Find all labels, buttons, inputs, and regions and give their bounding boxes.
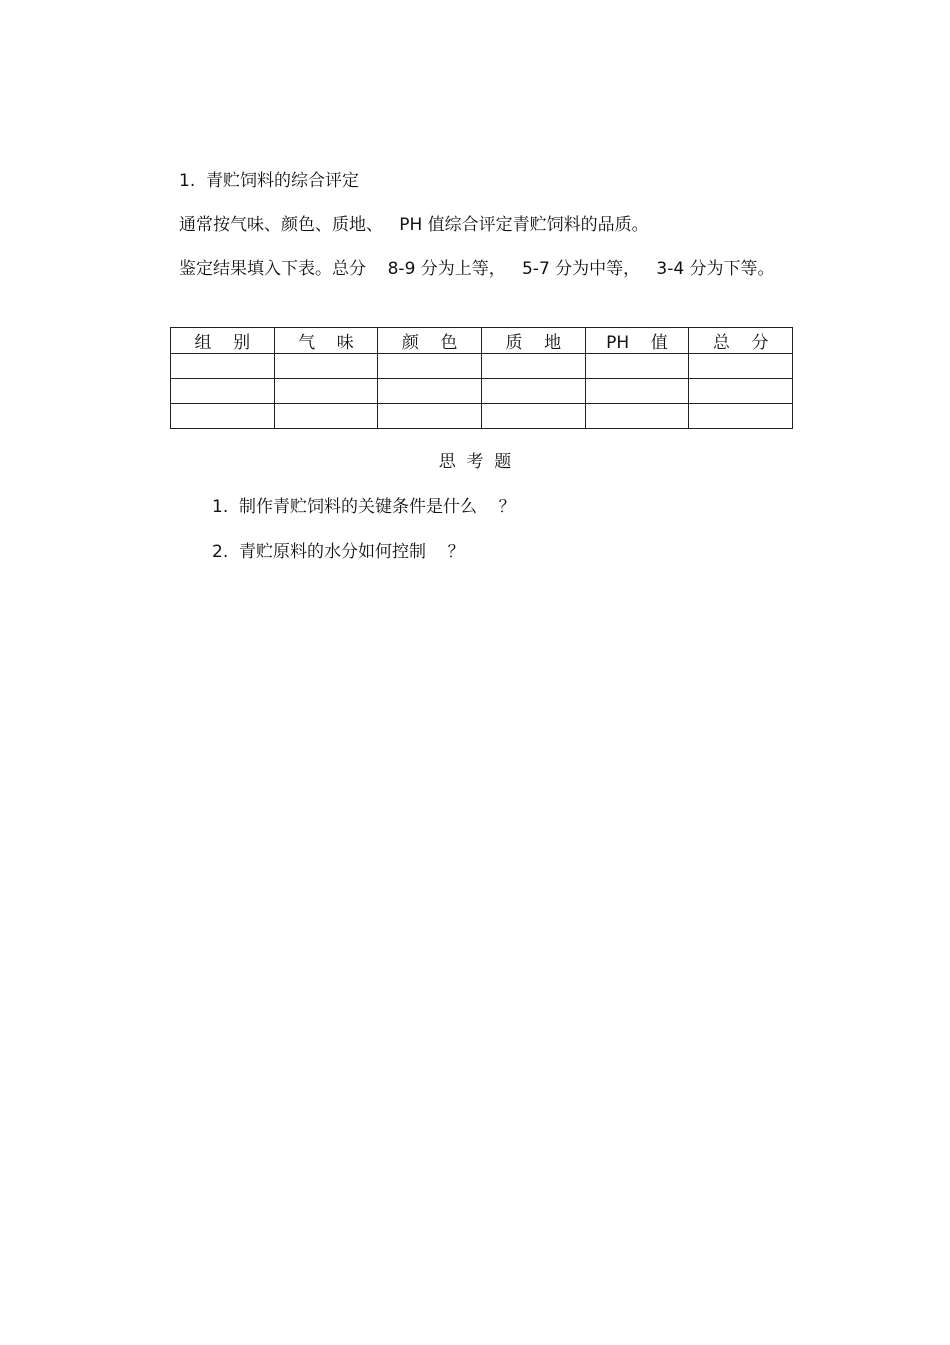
- column-header-smell: 气 味: [274, 328, 378, 354]
- table-cell: [585, 379, 689, 404]
- question-item: 1. 制作青贮饲料的关键条件是什么 ？: [212, 497, 516, 517]
- table-cell: [481, 404, 585, 429]
- table-cell: [378, 354, 482, 379]
- column-header-total: 总 分: [689, 328, 793, 354]
- table-cell: [481, 354, 585, 379]
- table-cell: [585, 404, 689, 429]
- table-row: [171, 354, 793, 379]
- column-header-ph: PH 值: [585, 328, 689, 354]
- table-cell: [171, 379, 275, 404]
- questions-title: 思 考 题: [438, 452, 512, 472]
- table-cell: [171, 354, 275, 379]
- table-cell: [378, 404, 482, 429]
- table-cell: [378, 379, 482, 404]
- table-cell: [689, 354, 793, 379]
- column-header-color: 颜 色: [378, 328, 482, 354]
- table-cell: [481, 379, 585, 404]
- evaluation-table: [170, 327, 793, 429]
- table-row: [171, 404, 793, 429]
- column-header-texture: 质 地: [481, 328, 585, 354]
- section-heading: 1. 青贮饲料的综合评定: [179, 171, 360, 191]
- question-item: 2. 青贮原料的水分如何控制 ？: [212, 542, 465, 562]
- table-cell: [689, 404, 793, 429]
- table-header-row: [171, 328, 793, 354]
- table-cell: [689, 379, 793, 404]
- table-cell: [274, 379, 378, 404]
- table-cell: [585, 354, 689, 379]
- grading-criteria: 鉴定结果填入下表。总分 8-9 分为上等， 5-7 分为中等， 3-4 分为下等。: [179, 259, 775, 279]
- table-cell: [274, 404, 378, 429]
- column-header-group: 组 别: [171, 328, 275, 354]
- table-cell: [171, 404, 275, 429]
- table-row: [171, 379, 793, 404]
- evaluation-description: 通常按气味、颜色、质地、 PH 值综合评定青贮饲料的品质。: [179, 215, 649, 235]
- table-cell: [274, 354, 378, 379]
